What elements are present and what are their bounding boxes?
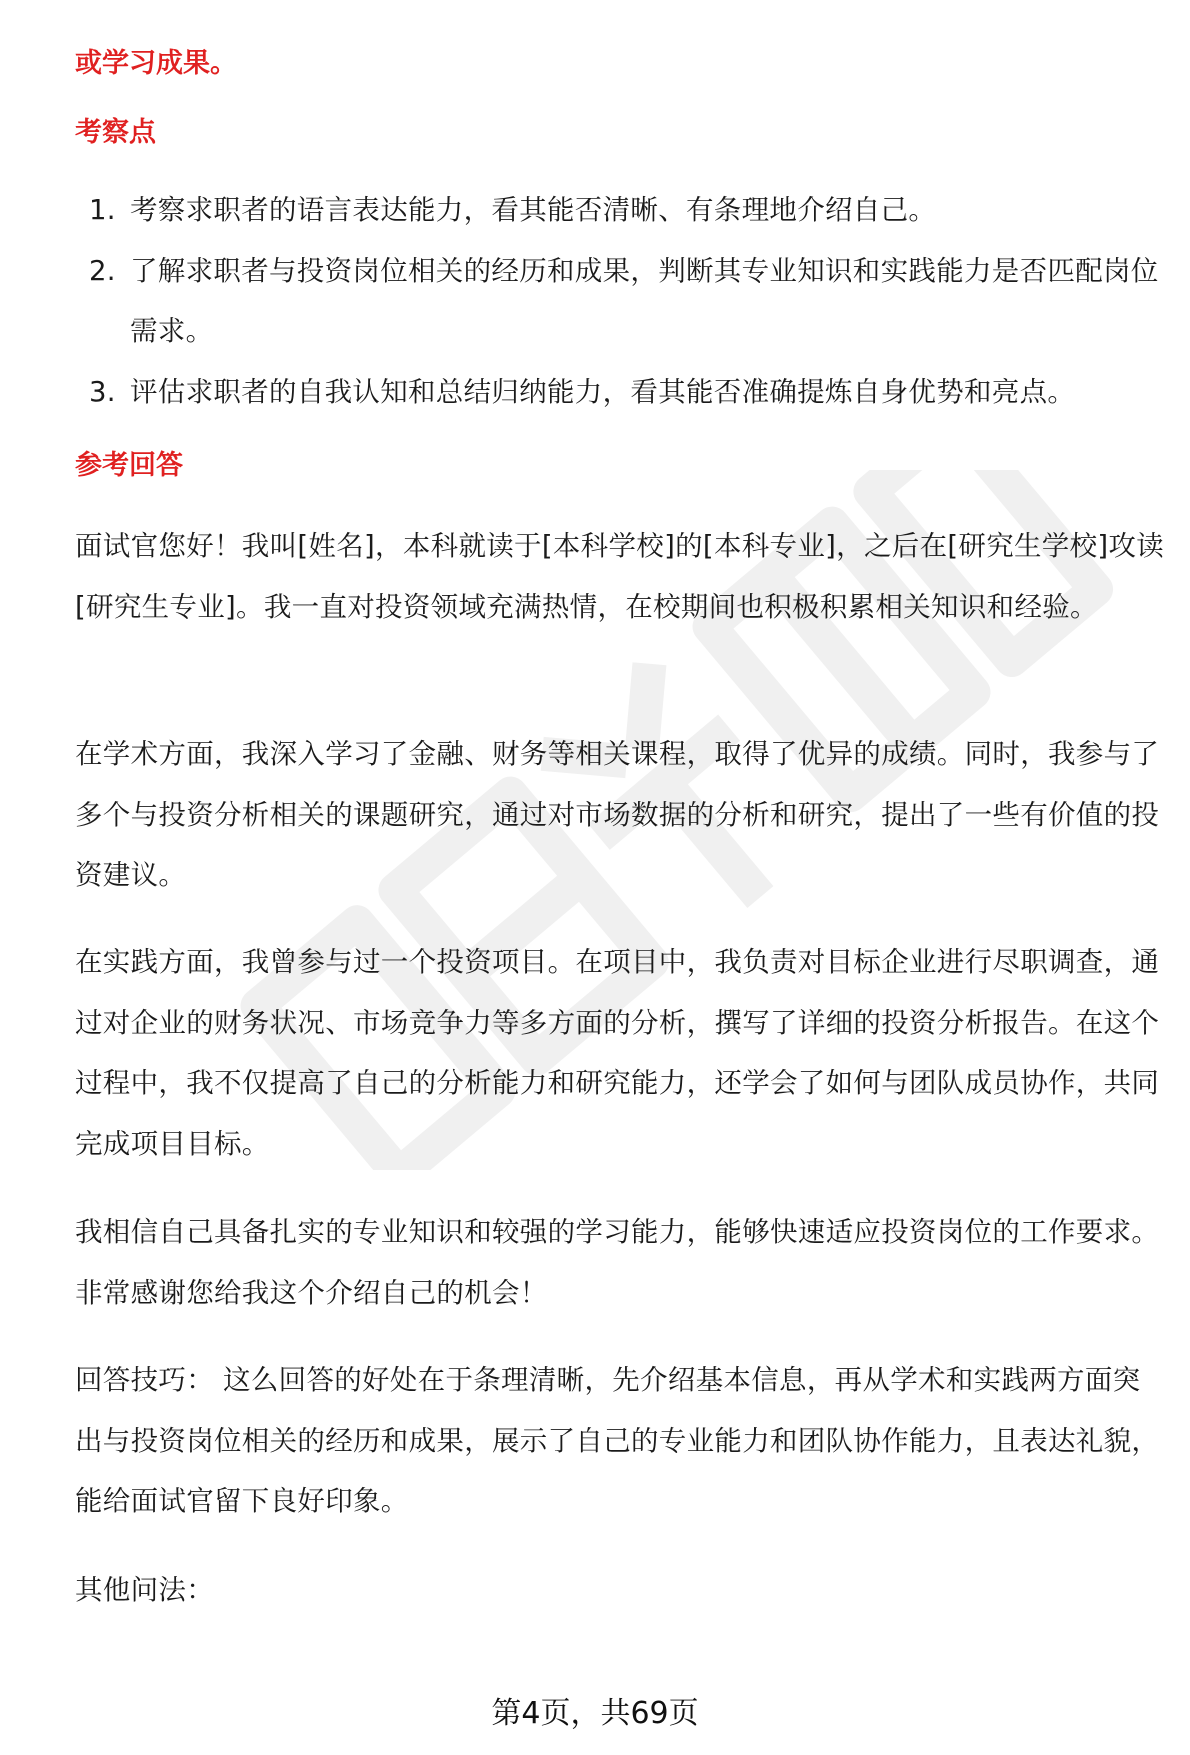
section-heading-focus: 考察点 (75, 117, 156, 148)
list-item (75, 180, 1165, 241)
page-number: 第4页，共69页 (491, 1696, 699, 1731)
answer-paragraph: 面试官您好！我叫[姓名]，本科就读于[本科学校]的[本科专业]，之后在[研究生学校]攻读[研究生专业]。我一直对投资领域充满热情，在校期间也积极积累相关知识和经验。 (75, 530, 1165, 623)
answer-paragraph: 在实践方面，我曾参与过一个投资项目。在项目中，我负责对目标企业进行尽职调查，通过对企业的财务状况、市场竞争力等多方面的分析，撰写了详细的投资分析报告。在这个过程中，我不仅提高了自己的分析能力和研究能力，还学会了如何与团队成员协作，共同完成项目目标。 (75, 946, 1160, 1160)
list-text: 了解求职者与投资岗位相关的经历和成果，判断其专业知识和实践能力是否匹配岗位需求。 (130, 254, 1159, 347)
answer-tips: 回答技巧： 这么回答的好处在于条理清晰，先介绍基本信息，再从学术和实践两方面突出与投资岗位相关的经历和成果，展示了自己的专业能力和团队协作能力，且表达礼貌，能给面试官留下良好印象。 (75, 1364, 1160, 1517)
answer-paragraph: 我相信自己具备扎实的专业知识和较强的学习能力，能够快速适应投资岗位的工作要求。非常感谢您给我这个介绍自己的机会！ (75, 1216, 1160, 1309)
section-heading-answer: 参考回答 (75, 450, 183, 481)
list-number: 1. (89, 194, 116, 226)
list-text: 考察求职者的语言表达能力，看其能否清晰、有条理地介绍自己。 (130, 194, 937, 226)
top-fragment: 或学习成果。 (75, 48, 237, 79)
other-questions-label: 其他问法： (75, 1574, 214, 1606)
list-number: 2. (89, 254, 116, 287)
list-number: 3. (89, 375, 116, 408)
list-item (75, 362, 1165, 423)
list-item (75, 241, 1165, 362)
list-text: 评估求职者的自我认知和总结归纳能力，看其能否准确提炼自身优势和亮点。 (130, 375, 1076, 408)
answer-paragraph: 在学术方面，我深入学习了金融、财务等相关课程，取得了优异的成绩。同时，我参与了多个与投资分析相关的课题研究，通过对市场数据的分析和研究，提出了一些有价值的投资建议。 (75, 738, 1160, 891)
focus-list (75, 180, 1165, 422)
